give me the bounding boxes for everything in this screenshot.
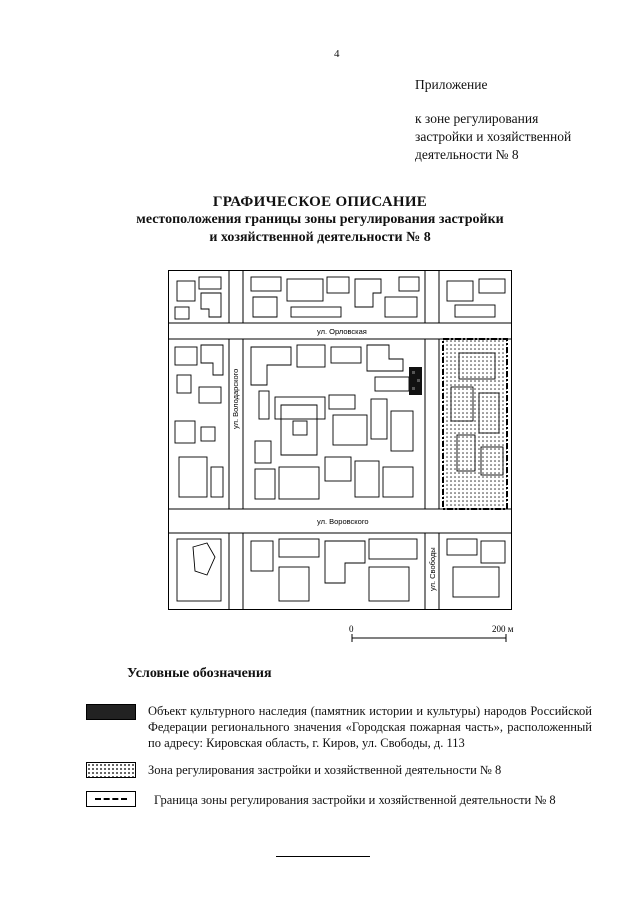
heritage-object-swatch (86, 704, 136, 720)
legend-text-heritage: Объект культурного наследия (памятник истории и культуры) народов Российской Федерации регионального значения «Городская пожарная часть», расположенный по адресу: Кировская область, г. Киров, ул. Свободы, д. 113 (148, 704, 592, 750)
legend-text-boundary: Граница зоны регулирования застройки и хозяйственной деятельности № 8 (154, 793, 556, 807)
zone-fill-swatch (86, 762, 136, 778)
street-label-vorovskogo: ул. Воровского (317, 517, 369, 526)
page-number: 4 (334, 48, 340, 60)
map-scale-bar (348, 622, 518, 652)
appendix-note (415, 76, 571, 164)
heritage-object (409, 367, 422, 395)
footer-rule (276, 856, 370, 857)
scale-end-label: 200 м (492, 624, 514, 634)
title-line-2: местоположения границы зоны регулирования застройки (136, 212, 504, 227)
street-label-svobody: ул. Свободы (428, 547, 437, 591)
appendix-label: Приложение (415, 77, 488, 92)
appendix-line-1: к зоне регулирования (415, 111, 539, 126)
scale-start-label: 0 (349, 624, 354, 634)
appendix-line-3: деятельности № 8 (415, 147, 519, 162)
street-label-volodarskogo: ул. Володарского (231, 368, 240, 429)
zone-8-area (443, 339, 507, 509)
street-label-orlovskaya: ул. Орловская (317, 327, 367, 336)
title-line-1: ГРАФИЧЕСКОЕ ОПИСАНИЕ (212, 194, 428, 210)
legend-title: Условные обозначения (127, 666, 272, 681)
document-title (0, 193, 640, 247)
appendix-line-2: застройки и хозяйственной (415, 129, 572, 144)
site-plan-map (168, 270, 512, 610)
boundary-line-swatch (86, 791, 136, 807)
legend-text-zone: Зона регулирования застройки и хозяйственной деятельности № 8 (148, 763, 502, 777)
title-line-3: и хозяйственной деятельности № 8 (209, 230, 431, 245)
